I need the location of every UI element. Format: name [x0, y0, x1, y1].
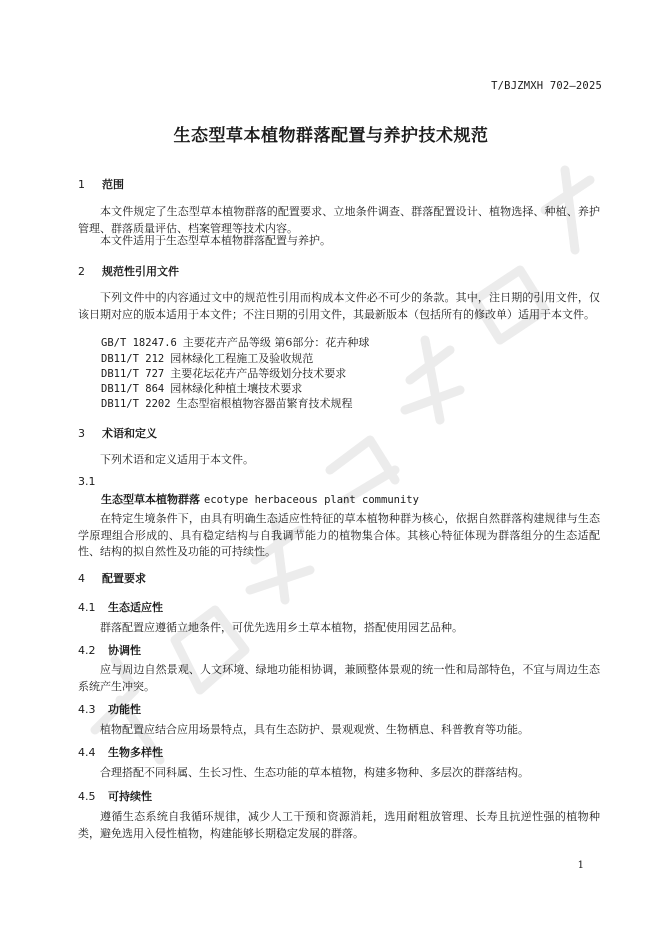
term-name-en: ecotype herbaceous plant community: [204, 494, 419, 506]
section-title: 范围: [102, 178, 124, 191]
term-name: [101, 491, 419, 507]
subsection-title: 可持续性: [108, 790, 152, 803]
subsection-4-5-heading: [78, 788, 152, 804]
term-name-cn: 生态型草本植物群落: [101, 493, 200, 506]
term-number: 3.1: [78, 475, 96, 488]
subsection-4-4-heading: [78, 744, 163, 760]
reference-item: [101, 396, 353, 413]
subsection-number: 4.1: [78, 601, 96, 614]
section-number: 4: [78, 572, 85, 585]
reference-name: 园林绿化种植土壤技术要求: [170, 382, 303, 395]
reference-code: GB/T 18247.6: [101, 337, 177, 349]
section-number: 1: [78, 178, 85, 191]
reference-name: 主要花卉产品等级 第6部分：花卉种球: [182, 336, 370, 349]
subsection-4-3-heading: [78, 701, 141, 717]
subsection-number: 4.3: [78, 703, 96, 716]
section-1-heading: [78, 176, 124, 192]
term-definition: 在特定生境条件下，由具有明确生态适应性特征的草本植物种群为核心，依据自然群落构建规律与生态学原理组合形成的、具有稳定结构与自我调节能力的植物集合体。其核心特征体现为群落组分的生态适配性、结构的拟自然性及功能的可持续性。: [78, 512, 600, 558]
reference-code: DB11/T 727: [101, 368, 165, 380]
section-2-paragraph: 下列文件中的内容通过文中的规范性引用而构成本文件必不可少的条款。其中，注日期的引用文件，仅该日期对应的版本适用于本文件；不注日期的引用文件，其最新版本（包括所有的修改单）适用于本文件。: [78, 291, 600, 321]
section-number: 3: [78, 427, 85, 440]
document-title: 生态型草本植物群落配置与养护技术规范: [173, 126, 489, 146]
section-title: 配置要求: [102, 572, 146, 585]
reference-name: 主要花坛花卉产品等级划分技术要求: [170, 367, 347, 380]
section-4-heading: [78, 570, 146, 586]
subsection-4-2-heading: [78, 642, 141, 658]
section-1-paragraph-1: 本文件规定了生态型草本植物群落的配置要求、立地条件调查、群落配置设计、植物选择、种植、养护管理、群落质量评估、档案管理等技术内容。: [78, 205, 600, 235]
section-number: 2: [78, 265, 85, 278]
subsection-title: 生态适应性: [108, 601, 163, 614]
subsection-title: 功能性: [108, 703, 141, 716]
section-title: 术语和定义: [102, 427, 157, 440]
subsection-4-4-text: 合理搭配不同科属、生长习性、生态功能的草本植物，构建多物种、多层次的群落结构。: [100, 766, 529, 779]
reference-code: DB11/T 212: [101, 353, 165, 365]
section-title: 规范性引用文件: [102, 265, 179, 278]
section-2-heading: [78, 263, 179, 279]
reference-name: 生态型宿根植物容器苗繁育技术规程: [176, 397, 353, 410]
subsection-4-1-text: 群落配置应遵循立地条件，可优先选用乡土草本植物，搭配使用园艺品种。: [100, 621, 463, 634]
page-number: 1: [577, 860, 584, 871]
subsection-4-2-text: 应与周边自然景观、人文环境、绿地功能相协调，兼顾整体景观的统一性和局部特色，不宜与周边生态系统产生冲突。: [78, 663, 600, 693]
section-3-heading: [78, 425, 157, 441]
subsection-number: 4.4: [78, 746, 96, 759]
reference-item: [101, 335, 369, 352]
section-1-paragraph-2: 本文件适用于生态型草本植物群落配置与养护。: [100, 234, 331, 247]
reference-code: DB11/T 2202: [101, 398, 171, 410]
subsection-number: 4.2: [78, 644, 96, 657]
reference-code: DB11/T 864: [101, 383, 165, 395]
subsection-4-1-heading: [78, 599, 163, 615]
document-code: T/BJZMXH 702—2025: [491, 80, 602, 92]
subsection-4-3-text: 植物配置应结合应用场景特点，具有生态防护、景观观赏、生物栖息、科普教育等功能。: [100, 723, 529, 736]
section-3-paragraph: 下列术语和定义适用于本文件。: [100, 453, 254, 466]
subsection-number: 4.5: [78, 790, 96, 803]
subsection-title: 生物多样性: [108, 746, 163, 759]
reference-name: 园林绿化工程施工及验收规范: [170, 352, 314, 365]
subsection-4-5-text: 遵循生态系统自我循环规律，减少人工干预和资源消耗，选用耐粗放管理、长寿且抗逆性强的植物种类，避免选用入侵性植物，构建能够长期稳定发展的群落。: [78, 810, 600, 840]
subsection-title: 协调性: [108, 644, 141, 657]
